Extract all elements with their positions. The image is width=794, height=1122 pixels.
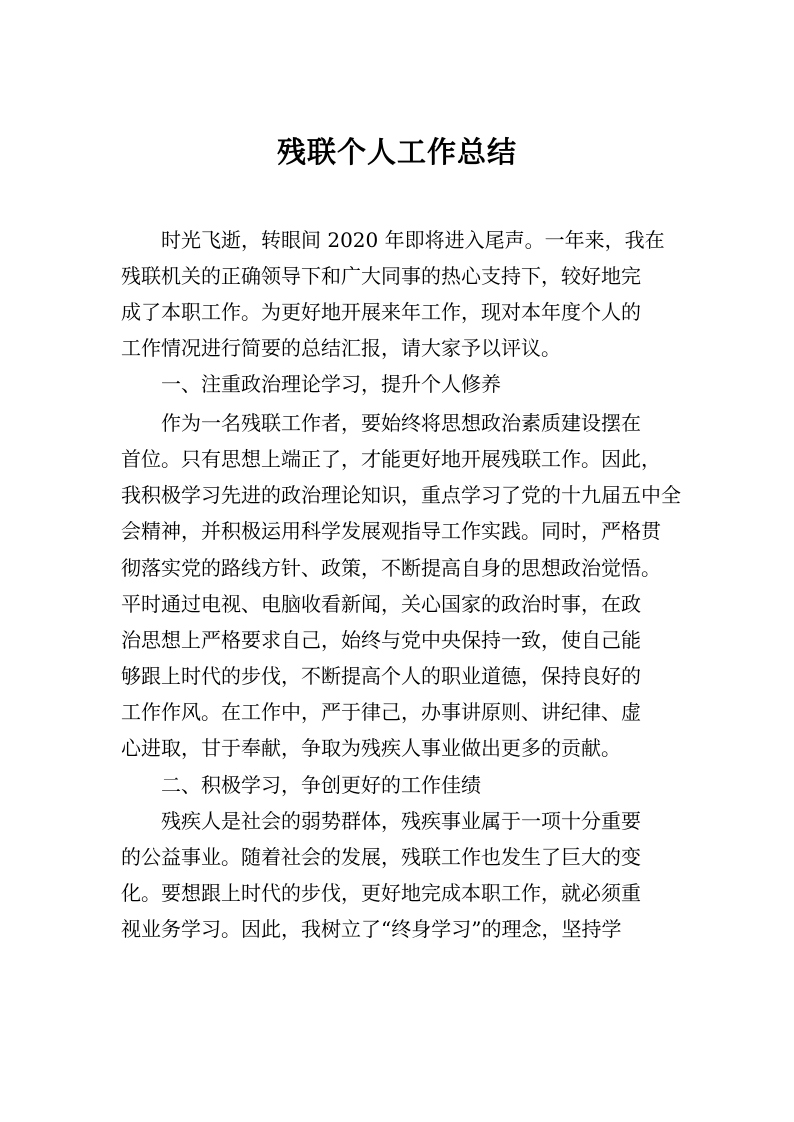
paragraph-line: 残疾人是社会的弱势群体，残疾事业属于一项十分重要 xyxy=(121,809,641,833)
paragraph-line: 心进取，甘于奉献，争取为残疾人事业做出更多的贡献。 xyxy=(121,736,621,760)
paragraph-line: 残联机关的正确领导下和广大同事的热心支持下，较好地完 xyxy=(121,264,641,288)
paragraph-line: 的公益事业。随着社会的发展，残联工作也发生了巨大的变 xyxy=(121,845,641,869)
paragraph-line: 治思想上严格要求自己，始终与党中央保持一致，使自己能 xyxy=(121,628,641,652)
paragraph-line: 作为一名残联工作者，要始终将思想政治素质建设摆在 xyxy=(121,411,641,435)
paragraph-line: 我积极学习先进的政治理论知识，重点学习了党的十九届五中全 xyxy=(121,483,681,507)
section-heading: 一、注重政治理论学习，提升个人修养 xyxy=(121,372,501,396)
document-title: 残联个人工作总结 xyxy=(276,135,517,169)
paragraph-line: 化。要想跟上时代的步伐，更好地完成本职工作，就必须重 xyxy=(121,881,641,905)
section-heading: 二、积极学习，争创更好的工作佳绩 xyxy=(121,773,481,797)
paragraph-line: 时光飞逝，转眼间 2020 年即将进入尾声。一年来，我在 xyxy=(121,228,665,252)
paragraph-line: 工作情况进行简要的总结汇报，请大家予以评议。 xyxy=(121,336,561,360)
paragraph-line: 工作作风。在工作中，严于律己，办事讲原则、讲纪律、虚 xyxy=(121,700,641,724)
paragraph-line: 成了本职工作。为更好地开展来年工作，现对本年度个人的 xyxy=(121,300,641,324)
paragraph-line: 视业务学习。因此，我树立了“终身学习”的理念，坚持学 xyxy=(121,917,622,941)
paragraph-line: 够跟上时代的步伐，不断提高个人的职业道德，保持良好的 xyxy=(121,664,641,688)
paragraph-line: 首位。只有思想上端正了，才能更好地开展残联工作。因此， xyxy=(121,447,661,471)
paragraph-line: 会精神，并积极运用科学发展观指导工作实践。同时，严格贯 xyxy=(121,519,661,543)
paragraph-line: 平时通过电视、电脑收看新闻，关心国家的政治时事，在政 xyxy=(121,592,641,616)
paragraph-line: 彻落实党的路线方针、政策，不断提高自身的思想政治觉悟。 xyxy=(121,556,661,580)
